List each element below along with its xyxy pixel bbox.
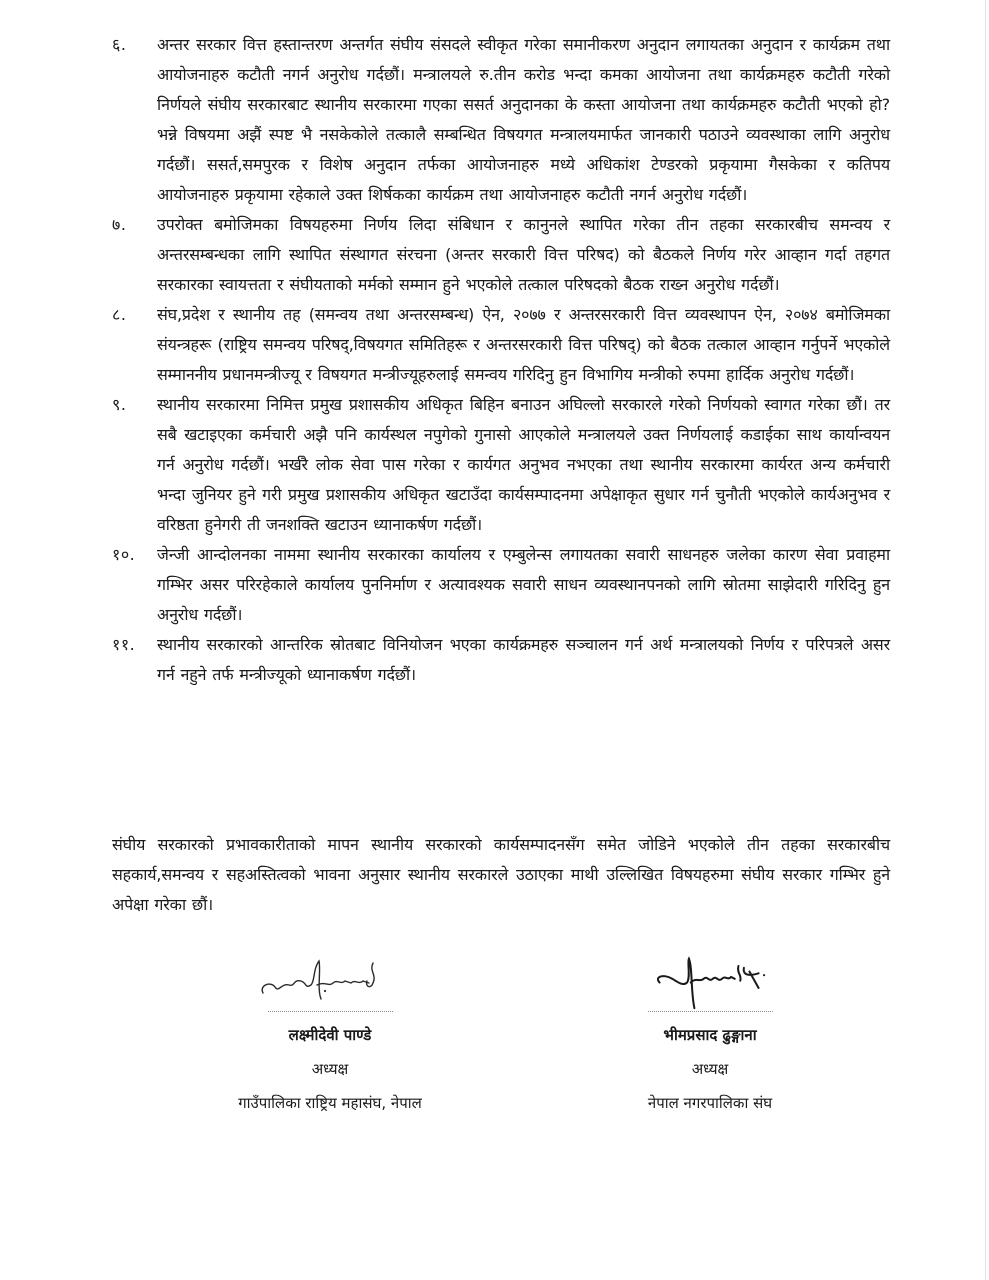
list-item — [112, 30, 890, 210]
signatory-block-right — [580, 955, 840, 1114]
item-text: अन्तर सरकार वित्त हस्तान्तरण अन्तर्गत संघीय संसदले स्वीकृत गरेका समानीकरण अनुदान लगायतका अनुदान र कार्यक्रम तथा आयोजनाहरु कटौती नगर्न अनुरोध गर्दछौं। मन्त्रालयले रु.तीन करोड भन्दा कमका आयोजना तथा कार्यक्रमहरु कटौती गरेको निर्णयले संघीय सरकारबाट स्थानीय सरकारमा गएका ससर्त अनुदानका के कस्ता आयोजना तथा कार्यक्रमहरु कटौती भएको हो?भन्ने विषयमा अझैं स्पष्ट भै नसकेकोले तत्कालै सम्बन्धित विषयगत मन्त्रालयमार्फत जानकारी पठाउने व्यवस्थाका लागि अनुरोध गर्दछौं। ससर्त,समपुरक र विशेष अनुदान तर्फका आयोजनाहरु मध्ये अधिकांश टेण्डरको प्रकृयामा गैसकेका र कतिपय आयोजनाहरु प्रकृयामा रहेकाले उक्त शिर्षकका कार्यक्रम तथा आयोजनाहरु कटौती नगर्न अनुरोध गर्दछौं। — [157, 35, 890, 204]
signature-line — [648, 1010, 773, 1012]
signatory-block-left — [180, 955, 480, 1114]
item-number: ६. — [112, 35, 127, 54]
page-edge-line — [985, 0, 986, 1280]
signatory-title: अध्यक्ष — [691, 1060, 729, 1078]
list-item — [112, 210, 890, 300]
item-text: स्थानीय सरकारको आन्तरिक स्रोतबाट विनियोजन भएका कार्यक्रमहरु सञ्चालन गर्न अर्थ मन्त्रालयको निर्णय र परिपत्रले असर गर्न नहुने तर्फ मन्त्रीज्यूको ध्यानाकर्षण गर्दछौं। — [157, 635, 890, 684]
item-number: १०. — [112, 545, 136, 564]
signatory-organization: नेपाल नगरपालिका संघ — [647, 1094, 773, 1112]
item-number: ८. — [112, 305, 127, 324]
item-number: ७. — [112, 215, 127, 234]
list-item — [112, 540, 890, 630]
item-number: ११. — [112, 635, 136, 654]
item-text: स्थानीय सरकारमा निमित्त प्रमुख प्रशासकीय अधिकृत बिहिन बनाउन अघिल्लो सरकारले गरेको निर्णयको स्वागत गरेका छौं। तर सबै खटाइएका कर्मचारी अझै पनि कार्यस्थल नपुगेको गुनासो आएकोले मन्त्रालयले उक्त निर्णयलाई कडाईका साथ कार्यान्वयन गर्न अनुरोध गर्दछौं। भर्खरै लोक सेवा पास गरेका र कार्यगत अनुभव नभएका तथा स्थानीय सरकारमा कार्यरत अन्य कर्मचारी भन्दा जुनियर हुने गरी प्रमुख प्रशासकीय अधिकृत खटाउँदा कार्यसम्पादनमा अपेक्षाकृत सुधार गर्न चुनौती भएकोले कार्यअनुभव र वरिष्ठता हुनेगरी ती जनशक्ति खटाउन ध्यानाकर्षण गर्दछौं। — [157, 395, 890, 534]
signatory-organization: गाउँपालिका राष्ट्रिय महासंघ, नेपाल — [238, 1094, 422, 1112]
item-number: ९. — [112, 395, 127, 414]
signature-line — [268, 1010, 393, 1012]
signatory-name: लक्ष्मीदेवी पाण्डे — [288, 1026, 372, 1044]
signature-icon — [645, 955, 775, 1010]
list-item — [112, 390, 890, 540]
item-text: संघ,प्रदेश र स्थानीय तह (समन्वय तथा अन्तरसम्बन्ध) ऐन, २०७७ र अन्तरसरकारी वित्त व्यवस्थापन ऐन, २०७४ बमोजिमका संयन्त्रहरू (राष्ट्रिय समन्वय परिषद्,विषयगत समितिहरू र अन्तरसरकारी वित्त परिषद्) को बैठक तत्काल आव्हान गर्नुपर्ने भएकोले सम्माननीय प्रधानमन्त्रीज्यू र विषयगत मन्त्रीज्यूहरुलाई समन्वय गरिदिनु हुन विभागिय मन्त्रीको रुपमा हार्दिक अनुरोध गर्दछौं। — [157, 305, 890, 384]
signatory-title: अध्यक्ष — [311, 1060, 349, 1078]
item-text: जेन्जी आन्दोलनका नाममा स्थानीय सरकारका कार्यालय र एम्बुलेन्स लगायतका सवारी साधनहरु जलेका कारण सेवा प्रवाहमा गम्भिर असर परिरहेकाले कार्यालय पुननिर्माण र अत्यावश्यक सवारी साधन व्यवस्थानपनको लागि स्रोतमा साझेदारी गरिदिनु हुन अनुरोध गर्दछौं। — [157, 545, 890, 624]
numbered-list — [112, 30, 890, 690]
item-text: उपरोक्त बमोजिमका विषयहरुमा निर्णय लिदा संबिधान र कानुनले स्थापित गरेका तीन तहका सरकारबीच समन्वय र अन्तरसम्बन्धका लागि स्थापित संस्थागत संरचना (अन्तर सरकारी वित्त परिषद) को बैठकले निर्णय गरेर आव्हान गर्दा तहगत सरकारका स्वायत्तता र संघीयताको मर्मको सम्मान हुने भएकोले तत्काल परिषदको बैठक राख्न अनुरोध गर्दछौं। — [157, 215, 890, 294]
list-item — [112, 630, 890, 690]
list-item — [112, 300, 890, 390]
signatory-name: भीमप्रसाद ढुङ्गाना — [663, 1026, 757, 1044]
closing-paragraph: संघीय सरकारको प्रभावकारीताको मापन स्थानीय सरकारको कार्यसम्पादनसँग समेत जोडिने भएकोले तीन तहका सरकारबीच सहकार्य,समन्वय र सहअस्तित्वको भावना अनुसार स्थानीय सरकारले उठाएका माथी उल्लिखित विषयहरुमा संघीय सरकार गम्भिर हुने अपेक्षा गरेका छौं। — [112, 835, 890, 914]
signature-icon — [255, 955, 405, 1010]
